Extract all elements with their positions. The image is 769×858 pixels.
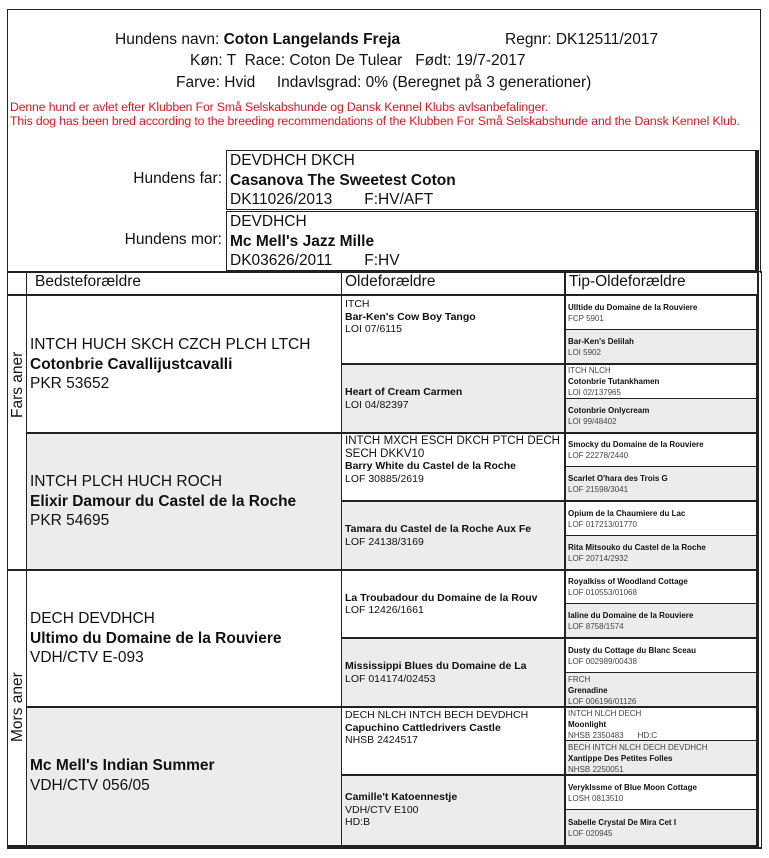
sex-value: T [226,52,236,69]
grid-line [564,809,759,810]
color-inbreeding-row [176,74,591,92]
ggp-reg: LOF 30885/2619 [345,472,424,485]
grandparent-reg: PKR 53652 [30,375,110,393]
ggp-titles: DECH NLCH INTCH BECH DEVDHCH [345,709,529,721]
father-reg-row [230,190,755,210]
born-label: Født: [415,52,452,69]
ggp-extra: HD:B [345,816,371,829]
gggp-name: Opium de la Chaumiere du Lac [568,508,686,518]
gggp-cell [565,296,758,330]
color-value: Hvid [224,74,256,91]
breed-value: Coton De Tulear [289,52,403,69]
grandparent-name: Elixir Damour du Castel de la Roche [30,492,297,510]
grid-line [341,774,759,776]
gggp-cell [565,330,758,364]
gggp-name: Rita Mitsouko du Castel de la Roche [568,543,706,552]
ggp-titles: INTCH MXCH ESCH DKCH PTCH DECH SECH DKKV10 [345,435,560,460]
grid-line [564,466,759,467]
regnr-row [505,31,658,49]
father-extra: F:HV/AFT [364,191,434,208]
ggp-name: Barry White du Castel de la Roche [345,460,516,472]
gggp-reg: LOF 20714/2932 [568,554,629,563]
dog-name-label: Hundens navn: [115,31,220,48]
grid-line [341,363,759,365]
gggp-cell [565,604,758,638]
grandparent-reg: PKR 54695 [30,512,110,530]
gggp-cell [565,707,758,741]
ggp-reg: LOF 014174/02453 [345,672,436,685]
gggp-name: Moonlight [568,719,607,729]
grandparent-titles: INTCH PLCH HUCH ROCH [30,473,223,491]
grandparent-reg: VDH/CTV E-093 [30,649,144,667]
gggp-cell [565,673,758,707]
grid-line [757,150,759,846]
gggp-cell [565,638,758,673]
gggp-reg: LOF 010553/01068 [568,588,637,597]
gggp-reg: LOF 8758/1574 [568,622,624,631]
gggp-reg: LOF 002989/00438 [568,656,637,666]
grid-line [26,272,27,846]
father-reg: DK11026/2013 [230,191,333,208]
great-grandparent-cell [342,296,564,364]
grandparent-reg: VDH/CTV 056/05 [30,776,150,794]
gggp-reg: LOF 006196/01126 [568,696,637,706]
column-header-grandparents: Bedsteforældre [35,273,141,290]
ggp-reg: NHSB 2424517 [345,734,418,746]
gggp-reg: LOI 99/48402 [568,417,617,426]
great-grandparent-cell [342,570,564,638]
gggp-reg: LOF 020945 [568,828,613,838]
gggp-name: Sabelle Crystal De Mira Cet I [568,817,677,827]
gggp-name: Cotonbrie Tutankhamen [568,377,660,386]
great-grandparent-cell [342,364,564,433]
gggp-titles: ITCH NLCH [568,366,611,375]
gggp-name: Royalkiss of Woodland Cottage [568,577,688,586]
great-grandparent-cell [342,433,564,501]
grid-line [7,272,759,273]
grid-line [564,272,566,846]
ggp-name: Heart of Cream Carmen [345,386,463,398]
sex-breed-born-row [190,52,526,70]
breeding-notice [10,100,760,128]
ggp-name: La Troubadour du Domaine de la Rouv [345,591,538,604]
gggp-cell [565,810,758,845]
grid-line [564,672,759,673]
father-box [226,150,757,210]
gggp-cell [565,467,758,501]
color-label: Farve: [176,74,220,91]
gggp-titles: BECH INTCH NLCH DECH DEVDHCH [568,742,708,752]
grid-line [26,706,759,708]
grid-line [564,603,759,604]
gggp-reg: LOF 22278/2440 [568,451,629,460]
gggp-name: Xantippe Des Petites Folles [568,753,673,763]
gggp-name: Dusty du Cottage du Blanc Sceau [568,645,697,655]
gggp-cell [565,536,758,570]
great-grandparent-cell [342,775,564,845]
grid-line [564,740,759,741]
notice-danish: Denne hund er avlet efter Klubben For Små Selskabshunde og Dansk Kennel Klubs avlsanbefalinger. [10,100,548,114]
inbreeding-label: Indavlsgrad: [276,74,362,91]
gggp-cell [565,501,758,536]
great-grandparent-cell [342,501,564,570]
ggp-reg: VDH/CTV E100 [345,803,419,816]
great-grandparent-cell [342,638,564,707]
mother-label: Hundens mor: [124,231,222,248]
grandparent-name: Ultimo du Domaine de la Rouviere [30,629,282,647]
grandparent-titles: DECH DEVDHCH [30,610,155,628]
gggp-cell [565,433,758,467]
grid-line [7,845,759,847]
dog-name: Coton Langelands Freja [223,31,401,48]
gggp-reg-row [568,730,756,741]
mother-reg-row [230,251,755,271]
side-label-father [9,296,27,433]
gggp-titles: INTCH NLCH DECH [568,708,642,718]
grandparent-cell [27,707,341,844]
gggp-reg: LOSH 0813510 [568,793,624,803]
side-label-mother [9,570,27,845]
gggp-reg: LOF 017213/01770 [568,519,637,529]
ggp-name: Tamara du Castel de la Roche Aux Fe [345,523,532,535]
grid-line [7,294,759,296]
gggp-titles: FRCH [568,674,591,684]
notice-english: This dog has been bred according to the breeding recommendations of the Klubben For Små Selskabshunde and the Dansk Kennel Klub. [10,114,740,128]
grandparent-titles: INTCH HUCH SKCH CZCH PLCH LTCH [30,336,311,354]
ggp-reg: LOI 04/82397 [345,398,409,411]
born-value: 19/7-2017 [455,52,526,69]
grandparent-cell [27,296,341,433]
father-label: Hundens far: [133,170,222,187]
gggp-cell [565,399,758,433]
gggp-name: Cotonbrie Onlycream [568,406,650,415]
gggp-reg: FCP 5901 [568,314,604,323]
breed-label: Race: [244,52,286,69]
column-header-great-great-grandparents: Tip-Oldeforældre [569,273,686,290]
grid-line [341,500,759,502]
gggp-name: Ialine du Domaine de la Rouviere [568,611,694,620]
gggp-reg: LOF 21598/3041 [568,485,629,494]
gggp-name: Bar-Ken's Delilah [568,337,634,346]
gggp-name: Smocky du Domaine de la Rouviere [568,440,704,449]
grid-line [26,432,759,434]
grid-line [7,569,759,571]
ggp-name: Mississippi Blues du Domaine de La [345,660,527,672]
gggp-reg: NHSB 2350483 [568,730,624,740]
inbreeding-value: 0% (Beregnet på 3 generationer) [365,74,592,91]
mother-name: Mc Mell's Jazz Mille [230,232,375,250]
grid-line [564,398,759,399]
gggp-extra: HD:C [637,730,658,740]
ggp-name: Camille't Katoennestje [345,791,458,804]
grid-line [564,535,759,536]
side-label-mother-text: Mors aner [9,672,26,743]
gggp-reg: LOI 02/137965 [568,388,621,397]
ggp-titles: ITCH [345,298,370,310]
regnr-label: Regnr: [505,31,552,48]
gggp-cell [565,775,758,810]
grandparent-cell [27,570,341,707]
mother-titles: DEVDHCH [230,213,307,230]
mother-extra: F:HV [364,252,400,269]
gggp-name: Ulltide du Domaine de la Rouviere [568,303,698,312]
ggp-reg: LOI 07/6115 [345,323,403,335]
gggp-reg: LOI 5902 [568,348,601,357]
grandparent-name: Mc Mell's Indian Summer [30,757,215,774]
dog-name-row [115,31,400,49]
great-grandparent-cell [342,707,564,775]
gggp-name: Veryklssme of Blue Moon Cottage [568,782,697,792]
grid-line [564,329,759,330]
regnr-value: DK12511/2017 [555,31,659,48]
ggp-reg: LOF 24138/3169 [345,535,424,548]
ggp-name: Capuchino Cattledrivers Castle [345,721,501,734]
grandparent-cell [27,433,341,570]
grid-line [341,637,759,639]
gggp-cell [565,570,758,604]
grandparent-name: Cotonbrie Cavallijustcavalli [30,355,233,373]
sex-label: Køn: [190,52,223,69]
gggp-cell [565,364,758,399]
gggp-reg: NHSB 2250051 [568,764,624,774]
father-name: Casanova The Sweetest Coton [230,171,456,189]
ggp-reg: LOF 12426/1661 [345,604,424,616]
ggp-name: Bar-Ken's Cow Boy Tango [345,310,476,323]
column-header-great-grandparents: Oldeforældre [345,273,436,290]
side-label-father-text: Fars aner [9,351,26,418]
mother-box [226,211,757,271]
gggp-cell [565,741,758,775]
grid-line [341,272,342,846]
gggp-name: Grenadine [568,685,608,695]
father-titles: DEVDHCH DKCH [230,152,355,169]
mother-reg: DK03626/2011 [230,252,333,269]
gggp-name: Scarlet O'hara des Trois G [568,474,668,483]
